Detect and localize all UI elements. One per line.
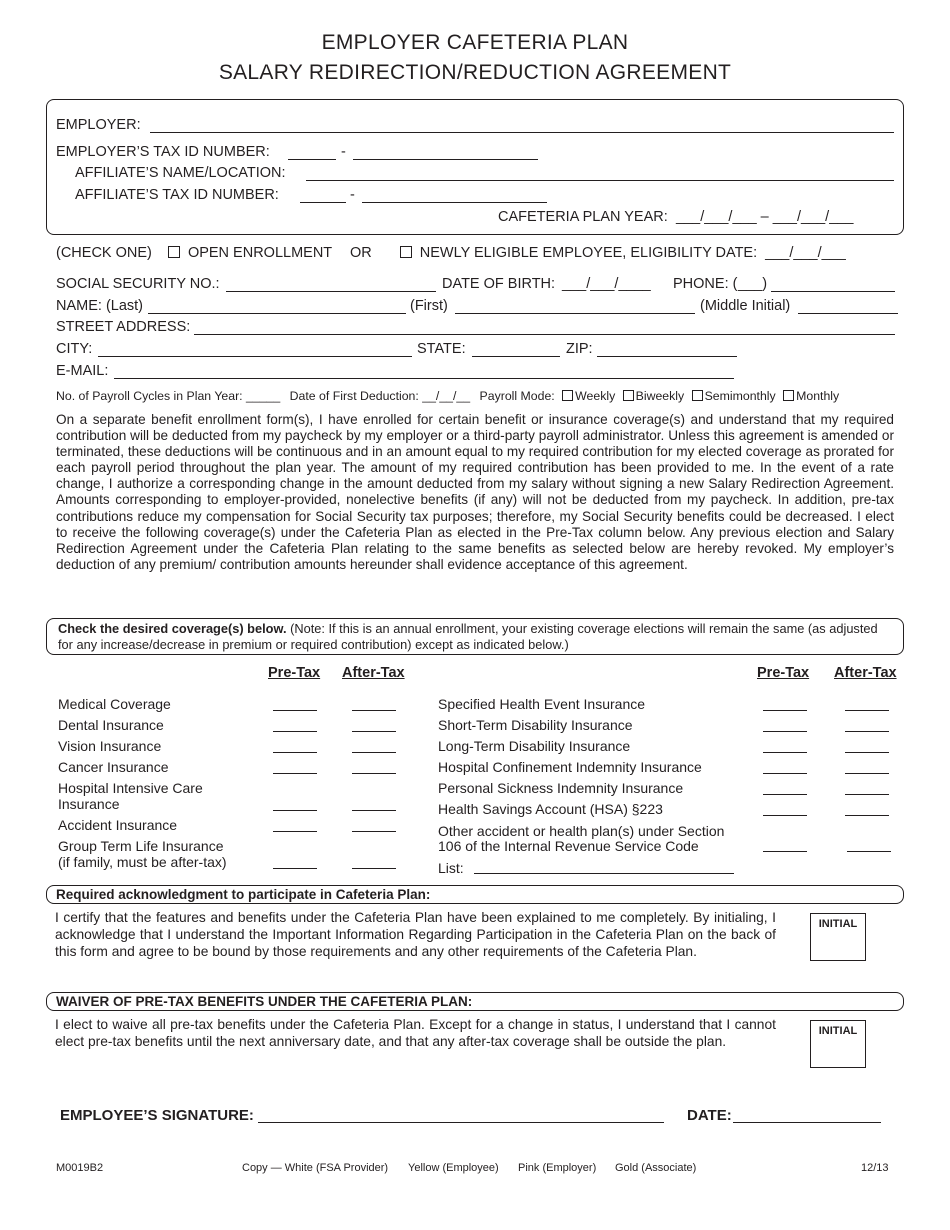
coverage-heading	[58, 621, 894, 652]
employer-tax-id-suffix-field[interactable]	[353, 145, 538, 160]
waiver-heading: WAIVER OF PRE-TAX BENEFITS UNDER THE CAFETERIA PLAN:	[56, 994, 473, 1009]
pre-tax-header-left: Pre-Tax	[268, 665, 321, 681]
accident-after-tax-field[interactable]	[352, 830, 396, 832]
employer-field[interactable]	[150, 118, 894, 133]
acknowledgment-heading: Required acknowledgment to participate in Cafeteria Plan:	[56, 887, 431, 902]
cancer-pre-tax-field[interactable]	[273, 772, 317, 774]
coverage-hospital-confinement: Hospital Confinement Indemnity Insurance	[438, 759, 702, 775]
group-life-after-tax-field[interactable]	[352, 867, 396, 869]
employer-label: EMPLOYER:	[56, 117, 141, 133]
plan-year-label: CAFETERIA PLAN YEAR:	[498, 209, 668, 225]
first-name-field[interactable]	[455, 299, 695, 314]
coverage-list-field[interactable]	[474, 859, 734, 874]
copy-yellow: Yellow (Employee)	[408, 1162, 499, 1174]
street-address-field[interactable]	[194, 320, 895, 335]
coverage-vision: Vision Insurance	[58, 738, 162, 754]
coverage-list-label: List:	[438, 860, 464, 876]
coverage-hsa: Health Savings Account (HSA) §223	[438, 801, 663, 817]
signature-field[interactable]	[258, 1108, 664, 1123]
zip-field[interactable]	[597, 342, 737, 357]
employer-tax-id-prefix-field[interactable]	[288, 145, 336, 160]
other-plan-pre-tax-field[interactable]	[763, 850, 807, 852]
accident-pre-tax-field[interactable]	[273, 830, 317, 832]
medical-pre-tax-field[interactable]	[273, 709, 317, 711]
or-label: OR	[349, 245, 372, 261]
city-label: CITY:	[56, 341, 93, 357]
dash-separator: -	[341, 144, 346, 160]
group-life-pre-tax-field[interactable]	[273, 867, 317, 869]
pre-tax-header-right: Pre-Tax	[757, 665, 810, 681]
ssn-label: SOCIAL SECURITY NO.:	[56, 276, 220, 292]
street-address-label: STREET ADDRESS:	[56, 319, 191, 335]
monthly-checkbox[interactable]	[783, 390, 794, 401]
payroll-mode-label: Payroll Mode:	[479, 389, 555, 403]
medical-after-tax-field[interactable]	[352, 709, 396, 711]
dob-label: DATE OF BIRTH:	[442, 276, 556, 292]
hospital-confinement-pre-tax-field[interactable]	[763, 772, 807, 774]
after-tax-header-right: After-Tax	[834, 665, 897, 681]
dash-separator: -	[350, 187, 355, 203]
coverage-hospital-intensive-care-line2: Insurance	[58, 796, 120, 812]
dental-pre-tax-field[interactable]	[273, 730, 317, 732]
acknowledgment-text: I certify that the features and benefits under the Cafeteria Plan have been explained to me completely. By initialing, I acknowledge that I understand the Important Information Regarding Participation in the Cafeteria Plan on the back of this form and agree to be bound by those requirements and any other requirements of the Cafeteria Plan.	[55, 910, 776, 959]
plan-year-field[interactable]: ___/___/___ – ___/___/___	[676, 209, 854, 225]
weekly-checkbox[interactable]	[562, 390, 573, 401]
long-term-after-tax-field[interactable]	[845, 751, 889, 753]
vision-pre-tax-field[interactable]	[273, 751, 317, 753]
last-name-label: NAME: (Last)	[56, 298, 144, 314]
affiliate-tax-id-suffix-field[interactable]	[362, 188, 547, 203]
affiliate-tax-id-label: AFFILIATE’S TAX ID NUMBER:	[75, 187, 279, 203]
coverage-accident: Accident Insurance	[58, 817, 178, 833]
form-title-line2: SALARY REDIRECTION/REDUCTION AGREEMENT	[218, 61, 732, 84]
form-title-line1: EMPLOYER CAFETERIA PLAN	[321, 31, 629, 54]
last-name-field[interactable]	[148, 299, 406, 314]
state-label: STATE:	[417, 341, 466, 357]
revision-date: 12/13	[861, 1162, 889, 1174]
semimonthly-label: Semimonthly	[704, 389, 776, 403]
coverage-group-term-life: Group Term Life Insurance	[58, 838, 224, 854]
zip-label: ZIP:	[566, 341, 593, 357]
personal-sickness-pre-tax-field[interactable]	[763, 793, 807, 795]
middle-initial-field[interactable]	[798, 299, 898, 314]
dob-field[interactable]: ___/___/____	[562, 276, 651, 292]
open-enrollment-label: OPEN ENROLLMENT	[187, 245, 332, 261]
coverage-short-term-disability: Short-Term Disability Insurance	[438, 717, 633, 733]
coverage-heading-bold: Check the desired coverage(s) below.	[58, 621, 287, 636]
coverage-personal-sickness: Personal Sickness Indemnity Insurance	[438, 780, 684, 796]
coverage-other-plan: Other accident or health plan(s) under Section	[438, 823, 725, 839]
open-enrollment-checkbox[interactable]	[168, 246, 180, 258]
after-tax-header-left: After-Tax	[342, 665, 405, 681]
email-label: E-MAIL:	[56, 363, 109, 379]
biweekly-label: Biweekly	[635, 389, 685, 403]
waiver-text: I elect to waive all pre-tax benefits under the Cafeteria Plan. Except for a change in status, I understand that I cannot elect pre-tax benefits until the next anniversary date, and that any after-tax coverage shall be outside the plan.	[55, 1017, 776, 1049]
hospital-intensive-after-tax-field[interactable]	[352, 809, 396, 811]
short-term-pre-tax-field[interactable]	[763, 730, 807, 732]
coverage-specified-health-event: Specified Health Event Insurance	[438, 696, 646, 712]
email-field[interactable]	[114, 364, 734, 379]
coverage-long-term-disability: Long-Term Disability Insurance	[438, 738, 631, 754]
specified-health-pre-tax-field[interactable]	[763, 709, 807, 711]
affiliate-name-label: AFFILIATE’S NAME/LOCATION:	[75, 165, 286, 181]
coverage-dental: Dental Insurance	[58, 717, 164, 733]
coverage-heading-note: (Note: If this is an annual enrollment, your existing coverage elections will remain the same (as adjusted for any increase/decrease in premium or required contribution) except as indicated below.)	[58, 621, 878, 652]
biweekly-checkbox[interactable]	[623, 390, 634, 401]
phone-area-code-field[interactable]: ___)	[738, 276, 768, 292]
date-label: DATE:	[687, 1107, 732, 1124]
affiliate-name-field[interactable]	[306, 166, 894, 181]
enrollment-choice-row	[56, 245, 846, 261]
coverage-medical: Medical Coverage	[58, 696, 171, 712]
waiver-initial-box[interactable]: INITIAL	[810, 1020, 866, 1068]
employer-tax-id-label: EMPLOYER’S TAX ID NUMBER:	[56, 144, 270, 160]
payroll-cycles-label: No. of Payroll Cycles in Plan Year: _____	[56, 389, 281, 403]
long-term-pre-tax-field[interactable]	[763, 751, 807, 753]
coverage-cancer: Cancer Insurance	[58, 759, 169, 775]
hsa-after-tax-field[interactable]	[845, 814, 889, 816]
state-field[interactable]	[472, 342, 560, 357]
signature-label: EMPLOYEE’S SIGNATURE:	[60, 1107, 254, 1124]
copy-pink: Pink (Employer)	[518, 1162, 597, 1174]
hospital-confinement-after-tax-field[interactable]	[845, 772, 889, 774]
dental-after-tax-field[interactable]	[352, 730, 396, 732]
city-field[interactable]	[98, 342, 412, 357]
vision-after-tax-field[interactable]	[352, 751, 396, 753]
affiliate-tax-id-prefix-field[interactable]	[300, 188, 346, 203]
acknowledgment-initial-box[interactable]: INITIAL	[810, 913, 866, 961]
payroll-row	[56, 389, 839, 403]
copy-white: Copy — White (FSA Provider)	[242, 1162, 389, 1174]
phone-label: PHONE: (	[673, 276, 738, 292]
ssn-field[interactable]	[226, 277, 436, 292]
weekly-label: Weekly	[575, 389, 616, 403]
personal-sickness-after-tax-field[interactable]	[845, 793, 889, 795]
first-deduction-label: Date of First Deduction: __/__/__	[289, 389, 471, 403]
other-plan-after-tax-field[interactable]	[847, 850, 891, 852]
newly-eligible-checkbox[interactable]	[400, 246, 412, 258]
short-term-after-tax-field[interactable]	[845, 730, 889, 732]
agreement-paragraph: On a separate benefit enrollment form(s), I have enrolled for certain benefit or insurance coverage(s) and understand that my required contribution will be deducted from my paycheck by my employer or a third-party payroll administrator. Unless this agreement is amended or terminated, these deductions will be continuous and in an amount equal to my required contribution for my elected coverage as prorated for each payroll period throughout the plan year. The amount of my required contribution has been provided to me. In the event of a rate change, I authorize a corresponding change in the amount deducted from my salary without signing a new Salary Redirection Agreement. Amounts corresponding to employer-provided, nonelective benefits (if any) will not be deducted from my paycheck. In addition, pre-tax contributions reduce my compensation for Social Security tax purposes; therefore, my Social Security benefits could be decreased. I elect to receive the following coverage(s) under the Cafeteria Plan as elected in the Pre-Tax column below. Any previous election and Salary Redirection Agreement under the Cafeteria Plan relating to the same benefits as selected below are hereby revoked. My employer’s deduction of any premium/ contribution amounts hereunder shall evidence acceptance of this agreement.	[56, 412, 894, 572]
hsa-pre-tax-field[interactable]	[763, 814, 807, 816]
coverage-other-plan-line2: 106 of the Internal Revenue Service Code	[438, 838, 699, 854]
copy-gold: Gold (Associate)	[615, 1162, 697, 1174]
eligibility-date-field[interactable]: ___/___/___	[765, 245, 846, 261]
monthly-label: Monthly	[796, 389, 840, 403]
date-field[interactable]	[733, 1108, 881, 1123]
newly-eligible-label: NEWLY ELIGIBLE EMPLOYEE, ELIGIBILITY DATE:	[419, 245, 758, 261]
specified-health-after-tax-field[interactable]	[845, 709, 889, 711]
hospital-intensive-pre-tax-field[interactable]	[273, 809, 317, 811]
coverage-group-term-life-note: (if family, must be after-tax)	[58, 854, 227, 870]
cancer-after-tax-field[interactable]	[352, 772, 396, 774]
form-code: M0019B2	[56, 1162, 104, 1174]
coverage-hospital-intensive-care: Hospital Intensive Care	[58, 780, 203, 796]
phone-number-field[interactable]	[771, 277, 895, 292]
semimonthly-checkbox[interactable]	[692, 390, 703, 401]
check-one-label: (CHECK ONE)	[56, 245, 152, 261]
first-name-label: (First)	[410, 298, 448, 314]
middle-initial-label: (Middle Initial)	[700, 298, 791, 314]
